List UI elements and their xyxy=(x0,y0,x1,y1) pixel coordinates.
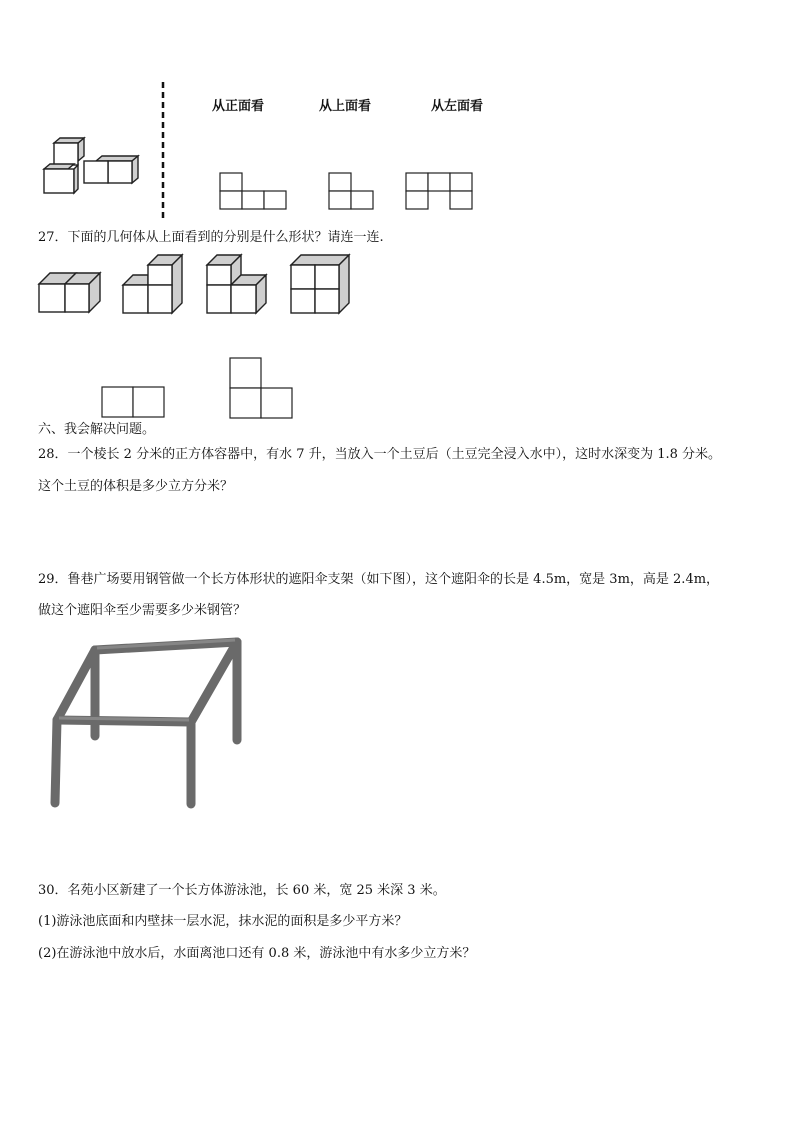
cube-assembly-figure xyxy=(40,135,140,195)
view-label-top: 从上面看 xyxy=(319,99,372,114)
left-view-shape xyxy=(405,172,475,212)
view-label-front: 从正面看 xyxy=(212,99,265,114)
solid-2 xyxy=(122,253,186,315)
dashed-divider xyxy=(160,82,166,222)
question-29-line-2: 做这个遮阳伞至少需要多少米钢管？ xyxy=(38,603,247,618)
umbrella-frame-figure xyxy=(45,628,245,810)
solid-3 xyxy=(206,253,270,315)
question-28-line-2: 这个土豆的体积是多少立方分米？ xyxy=(38,479,234,494)
solid-1 xyxy=(38,270,102,314)
view-label-left: 从左面看 xyxy=(431,99,484,114)
option-shape-2 xyxy=(229,357,295,421)
question-30-line-2: (1)游泳池底面和内壁抹一层水泥，抹水泥的面积是多少平方米？ xyxy=(38,914,408,929)
question-27: 27．下面的几何体从上面看到的分别是什么形状？请连一连. xyxy=(38,230,384,245)
question-29-line-1: 29．鲁巷广场要用钢管做一个长方体形状的遮阳伞支架（如下图），这个遮阳伞的长是 4.5m，宽是 3m，高是 2.4m， xyxy=(38,572,720,587)
option-shape-1 xyxy=(101,386,167,420)
question-28-line-1: 28．一个棱长 2 分米的正方体容器中，有水 7 升，当放入一个土豆后（土豆完全浸入水中），这时水深变为 1.8 分米。 xyxy=(38,447,722,462)
question-30-line-1: 30．名苑小区新建了一个长方体游泳池，长 60 米，宽 25 米深 3 米。 xyxy=(38,883,446,898)
question-30-line-3: (2)在游泳池中放水后，水面离池口还有 0.8 米，游泳池中有水多少立方米？ xyxy=(38,946,476,961)
section-6-heading: 六、我会解决问题。 xyxy=(38,422,156,437)
solid-4 xyxy=(290,253,354,315)
top-view-shape xyxy=(328,172,378,212)
front-view-shape xyxy=(219,172,289,212)
